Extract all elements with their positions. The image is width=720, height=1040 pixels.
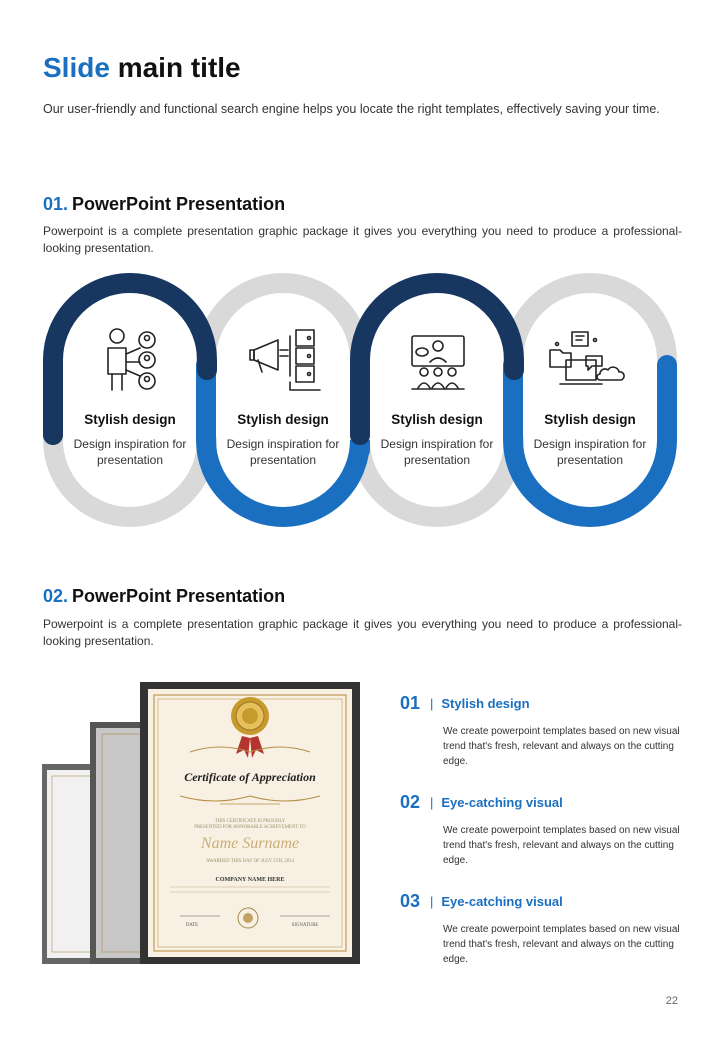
card-1-title: Stylish design <box>84 412 176 427</box>
feature-item-1 <box>400 693 690 769</box>
feature-3-separator: | <box>430 894 434 909</box>
feature-2-title: Eye-catching visual <box>441 795 563 810</box>
section2-title: PowerPoint Presentation <box>72 586 286 606</box>
certificate-title: Certificate of Appreciation <box>184 770 316 784</box>
section1-body: Powerpoint is a complete presentation graphic package it gives you everything you need to produce a professional-looking presentation. <box>43 224 682 255</box>
certificate-line1: THIS CERTIFICATE IS PROUDLY <box>214 819 286 824</box>
card-2-title: Stylish design <box>237 412 329 427</box>
certificate-date-label: DATE <box>185 923 199 928</box>
feature-1-separator: | <box>430 696 434 711</box>
section1-title: PowerPoint Presentation <box>72 194 286 214</box>
section2-number: 02. <box>43 586 69 606</box>
process-loop-chain <box>0 270 720 540</box>
card-3-title: Stylish design <box>391 412 483 427</box>
card-2-desc: Design inspiration for presentation <box>226 437 340 467</box>
card-4-desc: Design inspiration for presentation <box>533 437 647 467</box>
card-1 <box>65 412 195 468</box>
video-conference-icon <box>412 336 464 389</box>
laptop-cloud-icon <box>550 332 624 384</box>
certificate-name: Name Surname <box>200 835 300 852</box>
certificate-awarded: AWARDED THIS DAY OF JULY 5TH, 2014 <box>206 859 294 864</box>
section2-body: Powerpoint is a complete presentation graphic package it gives you everything you need to produce a professional-looking presentation. <box>43 617 682 648</box>
feature-3-number: 03 <box>400 891 421 911</box>
certificate-line2: PRESENTED FOR HONORABLE ACHIEVEMENT TO <box>194 825 306 830</box>
section1-number: 01. <box>43 194 69 214</box>
certificate-stack-image <box>40 680 370 970</box>
feature-1-number: 01 <box>400 693 421 713</box>
card-4 <box>525 412 655 468</box>
feature-item-3 <box>400 891 690 967</box>
feature-item-2 <box>400 792 690 868</box>
certificate-company: COMPANY NAME HERE <box>215 877 285 883</box>
section1-heading <box>43 194 285 215</box>
card-3-desc: Design inspiration for presentation <box>380 437 494 467</box>
card-4-title: Stylish design <box>544 412 636 427</box>
card-2 <box>218 412 348 468</box>
feature-2-separator: | <box>430 795 434 810</box>
page-number: 22 <box>665 995 678 1007</box>
loop-chain-graphic <box>0 270 720 540</box>
feature-2-desc: We create powerpoint templates based on new visual trend that's fresh, relevant and always on the cutting edge. <box>443 825 680 866</box>
feature-1-desc: We create powerpoint templates based on new visual trend that's fresh, relevant and always on the cutting edge. <box>443 726 680 767</box>
card-1-desc: Design inspiration for presentation <box>73 437 187 467</box>
page-title <box>43 52 241 84</box>
feature-3-title: Eye-catching visual <box>441 894 563 909</box>
megaphone-server-icon <box>250 330 320 390</box>
certificate-illustration <box>40 680 370 970</box>
feature-3-desc: We create powerpoint templates based on new visual trend that's fresh, relevant and always on the cutting edge. <box>443 924 680 965</box>
title-accent: Slide <box>43 52 110 83</box>
feature-1-title: Stylish design <box>441 696 530 711</box>
certificate-signature-label: SIGNATURE <box>291 923 319 928</box>
feature-2-number: 02 <box>400 792 421 812</box>
team-presenter-icon <box>108 329 155 390</box>
intro-text: Our user-friendly and functional search engine helps you locate the right templates, effectively saving your time. <box>43 102 660 116</box>
card-3 <box>372 412 502 468</box>
title-rest: main title <box>117 52 241 83</box>
section2-heading <box>43 586 285 607</box>
